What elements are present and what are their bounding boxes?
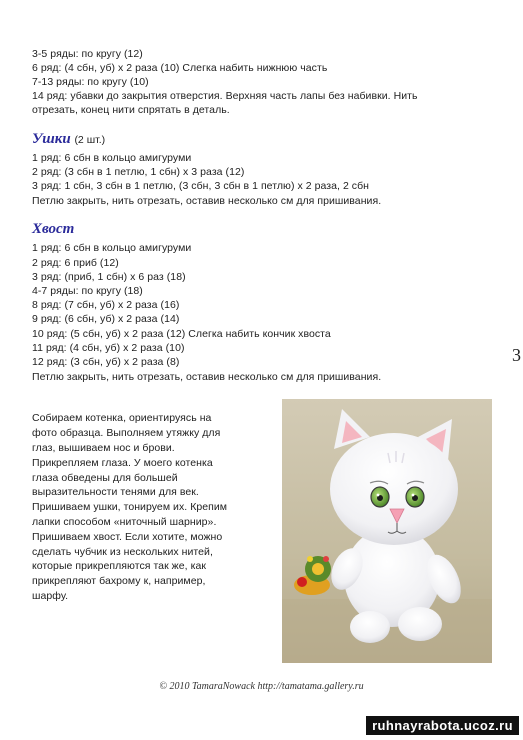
assembly-line: лапки способом «ниточный шарнир». bbox=[32, 516, 217, 528]
assembly-line: шарфу. bbox=[32, 590, 69, 602]
tail-heading: Хвост bbox=[32, 221, 75, 237]
instruction-line: 10 ряд: (5 сбн, уб) х 2 раза (12) Слегка набить кончик хвоста bbox=[32, 328, 331, 340]
instruction-line: 7-13 ряды: по кругу (10) bbox=[32, 76, 149, 88]
instruction-line: 11 ряд: (4 сбн, уб) х 2 раза (10) bbox=[32, 342, 185, 354]
instruction-line: Петлю закрыть, нить отрезать, оставив несколько см для пришивания. bbox=[32, 195, 382, 207]
instruction-line: Петлю закрыть, нить отрезать, оставив несколько см для пришивания. bbox=[32, 371, 382, 383]
instruction-line: 3-5 ряды: по кругу (12) bbox=[32, 48, 143, 60]
instruction-line: 12 ряд: (3 сбн, уб) х 2 раза (8) bbox=[32, 356, 180, 368]
assembly-line: прикрепляют бахрому к, например, bbox=[32, 575, 206, 587]
assembly-line: выразительности тенями для век. bbox=[32, 486, 199, 498]
instruction-line: 2 ряд: 6 приб (12) bbox=[32, 257, 119, 269]
instruction-line: 8 ряд: (7 сбн, уб) х 2 раза (16) bbox=[32, 299, 180, 311]
ears-heading bbox=[32, 131, 105, 148]
kitten-illustration bbox=[282, 399, 492, 663]
ears-count: (2 шт.) bbox=[74, 134, 106, 146]
kitten-head bbox=[330, 433, 458, 545]
instruction-line: 4-7 ряды: по кругу (18) bbox=[32, 285, 143, 297]
assembly-line: Прикрепляем глаза. У моего котенка bbox=[32, 457, 213, 469]
instruction-line: 9 ряд: (6 сбн, уб) х 2 раза (14) bbox=[32, 313, 180, 325]
instruction-line: 1 ряд: 6 сбн в кольцо амигуруми bbox=[32, 242, 192, 254]
instruction-line: отрезать, конец нити спрятать в деталь. bbox=[32, 104, 230, 116]
assembly-line: которые прикрепляются так же, как bbox=[32, 560, 206, 572]
instruction-line: 6 ряд: (4 сбн, уб) х 2 раза (10) Слегка набить нижнюю часть bbox=[32, 62, 328, 74]
watermark: ruhnayrabota.ucoz.ru bbox=[366, 716, 519, 735]
instruction-line: 3 ряд: 1 сбн, 3 сбн в 1 петлю, (3 сбн, 3 сбн в 1 петлю) х 2 раза, 2 сбн bbox=[32, 180, 370, 192]
assembly-line: Пришиваем ушки, тонируем их. Крепим bbox=[32, 501, 228, 513]
assembly-line: Собираем котенка, ориентируясь на bbox=[32, 412, 212, 424]
footer-credit: © 2010 TamaraNowack http://tamatama.gallery.ru bbox=[159, 681, 364, 692]
assembly-line: фото образца. Выполняем утяжку для bbox=[32, 427, 221, 439]
instruction-line: 2 ряд: (3 сбн в 1 петлю, 1 сбн) х 3 раза (12) bbox=[32, 166, 245, 178]
instruction-line: 1 ряд: 6 сбн в кольцо амигуруми bbox=[32, 152, 192, 164]
instruction-line: 3 ряд: (приб, 1 сбн) х 6 раз (18) bbox=[32, 271, 186, 283]
assembly-line: сделать чубчик из нескольких нитей, bbox=[32, 546, 213, 558]
assembly-line: Пришиваем хвост. Если хотите, можно bbox=[32, 531, 223, 543]
instruction-line: 14 ряд: убавки до закрытия отверстия. Верхняя часть лапы без набивки. Нить bbox=[32, 90, 418, 102]
page-number: 3 bbox=[512, 345, 521, 365]
assembly-line: глаза обведены для большей bbox=[32, 472, 178, 484]
kitten-photo bbox=[282, 399, 492, 663]
ears-title: Ушки bbox=[32, 131, 71, 147]
assembly-line: глаз, вышиваем нос и брови. bbox=[32, 442, 175, 454]
